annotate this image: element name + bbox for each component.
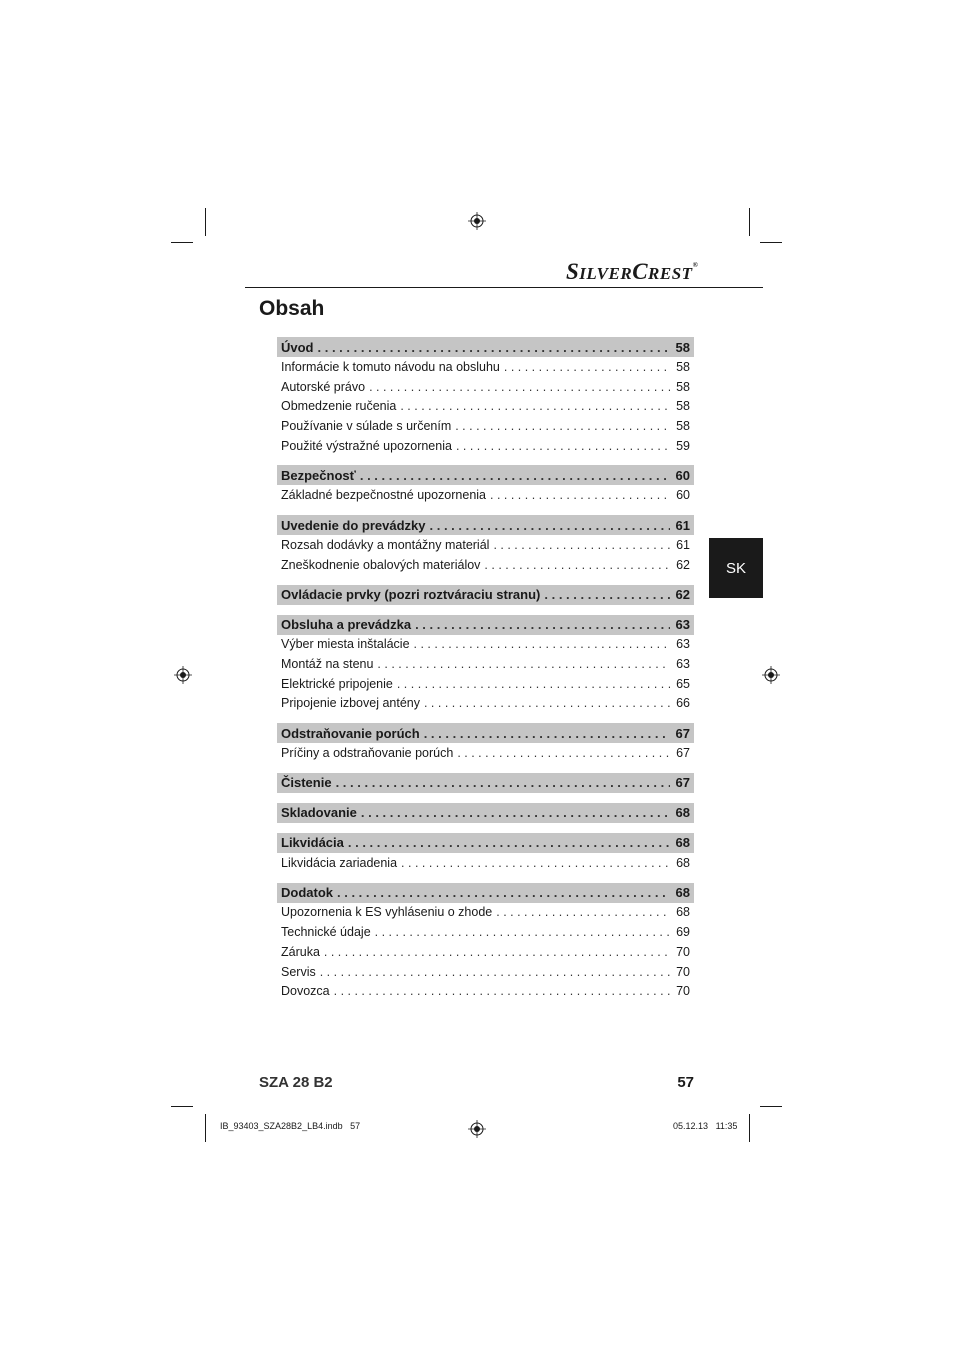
toc-section-page: 68: [675, 835, 690, 851]
toc-section: [277, 465, 694, 485]
toc-item: [277, 922, 694, 942]
header-rule: [245, 287, 763, 288]
toc-section-title: Odstraňovanie porúch: [281, 725, 420, 741]
toc-item: [277, 962, 694, 982]
toc-item-page: 70: [676, 964, 690, 979]
toc-item-page: 58: [676, 359, 690, 374]
toc-leader: [400, 399, 670, 413]
toc-leader: [324, 945, 670, 959]
toc-item: [277, 436, 694, 456]
toc-leader: [504, 360, 670, 374]
toc-item: [277, 377, 694, 397]
toc-section-title: Bezpečnosť: [281, 467, 356, 483]
toc-leader: [348, 835, 670, 850]
toc-item-title: Dovozca: [281, 984, 330, 999]
toc-item: [277, 674, 694, 694]
crop-mark: [205, 1114, 206, 1142]
print-slug-date: 05.12.13 11:35: [673, 1121, 738, 1131]
toc-item: [277, 555, 694, 575]
toc-leader: [401, 856, 670, 870]
toc-section: [277, 515, 694, 535]
toc-leader: [320, 965, 670, 979]
toc-item: [277, 396, 694, 416]
toc-leader: [493, 538, 670, 552]
toc-section-title: Skladovanie: [281, 805, 357, 821]
toc-item-page: 58: [676, 418, 690, 433]
language-tab: SK: [709, 538, 763, 598]
toc-section: [277, 803, 694, 823]
toc-item-page: 63: [676, 657, 690, 672]
toc-item-page: 69: [676, 925, 690, 940]
registration-mark-icon: [174, 666, 192, 684]
toc-leader: [484, 558, 670, 572]
toc-item-title: Zneškodnenie obalových materiálov: [281, 557, 481, 572]
toc-item: [277, 535, 694, 555]
crop-mark: [171, 242, 193, 243]
toc-section-page: 60: [675, 467, 690, 483]
toc-leader: [397, 677, 670, 691]
toc-item-page: 68: [676, 905, 690, 920]
toc-leader: [424, 696, 670, 710]
toc-leader: [336, 775, 670, 790]
page-title: Obsah: [259, 297, 325, 320]
toc-item-page: 58: [676, 379, 690, 394]
toc-leader: [415, 617, 670, 632]
toc-section-title: Ovládacie prvky (pozri roztváraciu stranu): [281, 587, 541, 602]
registration-mark-icon: [468, 1120, 486, 1138]
toc-item: [277, 903, 694, 923]
toc-section-page: 58: [675, 339, 690, 355]
toc-leader: [375, 925, 670, 939]
toc-item-title: Montáž na stenu: [281, 657, 374, 672]
toc-section-page: 67: [675, 725, 690, 741]
toc-leader: [414, 637, 670, 651]
toc-item-title: Základné bezpečnostné upozornenia: [281, 488, 487, 503]
toc-section-page: 62: [675, 587, 690, 602]
toc-item-page: 70: [676, 984, 690, 999]
toc-section: [277, 723, 694, 743]
toc-leader: [455, 419, 670, 433]
toc-leader: [490, 488, 670, 502]
toc-section-title: Obsluha a prevádzka: [281, 617, 412, 632]
toc-item-page: 68: [676, 855, 690, 870]
crop-mark: [205, 208, 206, 236]
toc-item-page: 62: [676, 557, 690, 572]
model-number: SZA 28 B2: [259, 1074, 333, 1091]
registration-mark-icon: [468, 212, 486, 230]
toc-item: [277, 942, 694, 962]
toc-item-title: Autorské právo: [281, 379, 366, 394]
toc-item-title: Likvidácia zariadenia: [281, 855, 398, 870]
toc-item-title: Servis: [281, 964, 316, 979]
toc-leader: [361, 805, 670, 820]
toc-item-title: Elektrické pripojenie: [281, 676, 393, 691]
toc-section-page: 68: [675, 885, 690, 901]
print-slug-file: IB_93403_SZA28B2_LB4.indb 57: [220, 1121, 361, 1131]
crop-mark: [749, 1114, 750, 1142]
table-of-contents: [277, 337, 694, 1001]
toc-item: [277, 416, 694, 436]
page-number: 57: [677, 1074, 694, 1091]
toc-item-title: Záruka: [281, 944, 320, 959]
toc-leader: [377, 657, 670, 671]
brand-logo: SILVERCREST®: [566, 259, 699, 284]
toc-section: [277, 585, 694, 605]
toc-item-page: 60: [676, 488, 690, 503]
toc-item: [277, 654, 694, 674]
toc-item: [277, 853, 694, 873]
toc-leader: [544, 587, 670, 602]
toc-section: [277, 883, 694, 903]
toc-item-title: Výber miesta inštalácie: [281, 637, 410, 652]
toc-leader: [496, 905, 670, 919]
toc-item-page: 66: [676, 696, 690, 711]
toc-leader: [360, 468, 670, 483]
toc-section-page: 61: [675, 517, 690, 533]
toc-item-page: 61: [676, 537, 690, 552]
toc-item-page: 70: [676, 944, 690, 959]
registration-mark-icon: [762, 666, 780, 684]
toc-section: [277, 773, 694, 793]
toc-item-title: Obmedzenie ručenia: [281, 399, 397, 414]
crop-mark: [760, 242, 782, 243]
toc-leader: [337, 885, 670, 900]
toc-item-page: 58: [676, 399, 690, 414]
toc-item: [277, 485, 694, 505]
toc-item-page: 65: [676, 676, 690, 691]
toc-item-title: Technické údaje: [281, 925, 371, 940]
toc-section: [277, 337, 694, 357]
toc-item-page: 67: [676, 746, 690, 761]
toc-item-title: Informácie k tomuto návodu na obsluhu: [281, 359, 500, 374]
toc-leader: [456, 439, 670, 453]
toc-item: [277, 357, 694, 377]
toc-section-title: Dodatok: [281, 885, 333, 901]
toc-leader: [430, 518, 671, 533]
toc-section: [277, 833, 694, 853]
toc-item-page: 59: [676, 438, 690, 453]
toc-leader: [457, 746, 670, 760]
toc-section: [277, 615, 694, 635]
crop-mark: [171, 1106, 193, 1107]
toc-section-page: 63: [675, 617, 690, 632]
toc-section-page: 68: [675, 805, 690, 821]
toc-item: [277, 743, 694, 763]
crop-mark: [749, 208, 750, 236]
toc-item-title: Použité výstražné upozornenia: [281, 438, 452, 453]
toc-item: [277, 694, 694, 714]
toc-item-title: Rozsah dodávky a montážny materiál: [281, 537, 490, 552]
toc-item-title: Upozornenia k ES vyhláseniu o zhode: [281, 905, 493, 920]
toc-item: [277, 635, 694, 655]
toc-section-title: Likvidácia: [281, 835, 344, 851]
toc-item: [277, 981, 694, 1001]
toc-item-title: Používanie v súlade s určením: [281, 418, 452, 433]
toc-section-title: Uvedenie do prevádzky: [281, 517, 426, 533]
crop-mark: [760, 1106, 782, 1107]
toc-leader: [334, 984, 670, 998]
toc-section-title: Čistenie: [281, 775, 332, 791]
toc-leader: [369, 380, 670, 394]
toc-item-page: 63: [676, 637, 690, 652]
toc-leader: [424, 726, 670, 741]
toc-item-title: Príčiny a odstraňovanie porúch: [281, 746, 454, 761]
toc-item-title: Pripojenie izbovej antény: [281, 696, 420, 711]
toc-section-title: Úvod: [281, 339, 314, 355]
toc-leader: [318, 340, 671, 355]
toc-section-page: 67: [675, 775, 690, 791]
